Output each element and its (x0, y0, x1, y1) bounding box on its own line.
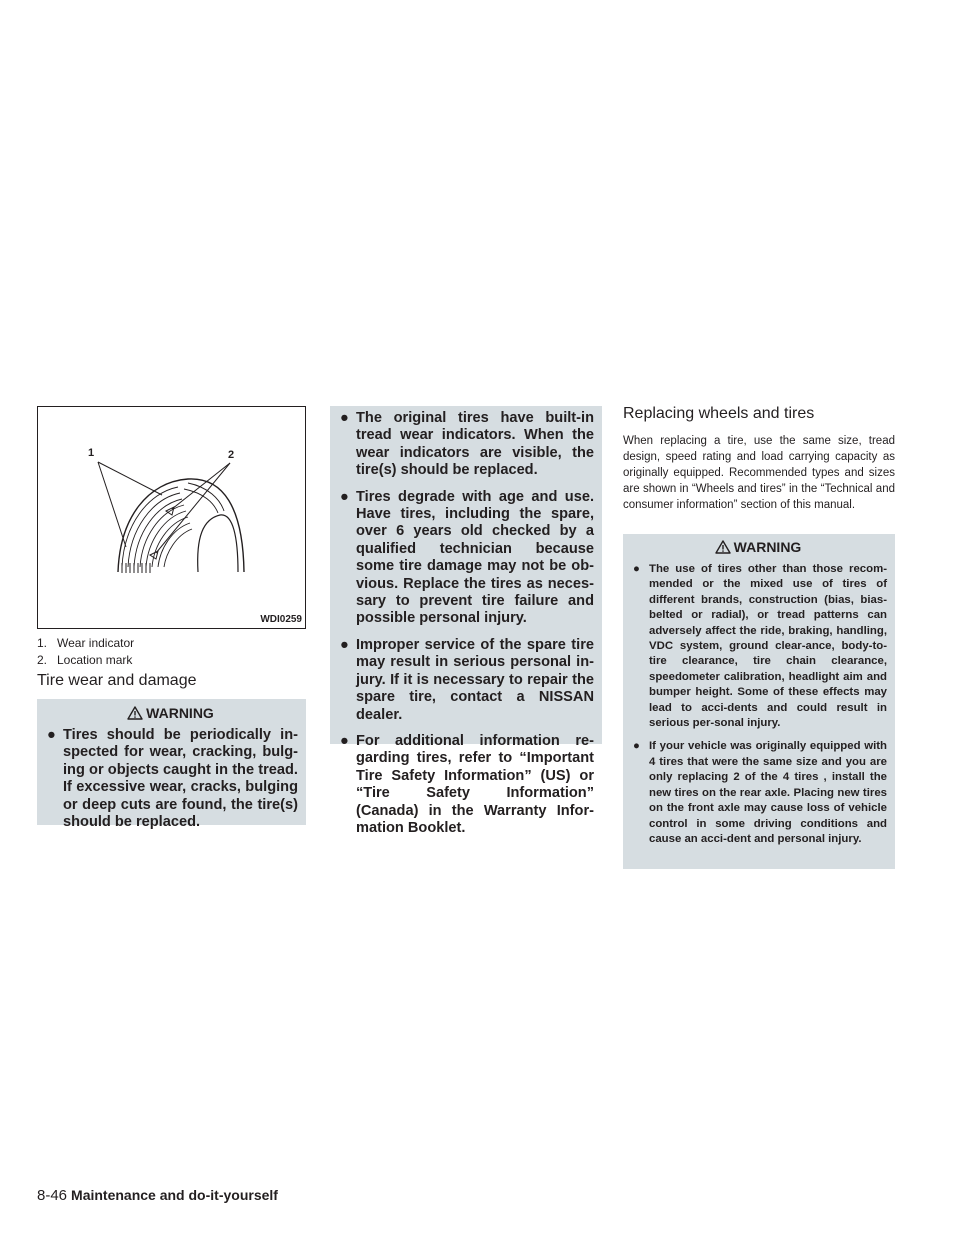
warning-label: WARNING (733, 539, 802, 555)
caption-number: 1. (37, 636, 48, 650)
warning-bullet-text: Tires should be periodically in-spected for wear, cracking, bulg-ing or objects caught in the tread. If excessive wear, cracks, bulging or deep cuts are found, the tire(s) should be replaced. (63, 727, 298, 831)
warning-box-replacing (623, 534, 895, 869)
replacing-paragraph: When replacing a tire, use the same size, tread design, speed rating and load carrying capacity as originally equipped. Recommended types and sizes are shown in “Wheels and tires” in the “Technical and consumer information” section of this manual. (623, 435, 895, 511)
warning-bullet-text: The original tires have built-in tread wear indicators. When the wear indicators are visible, the tire(s) should be replaced. (356, 410, 594, 479)
footer-section-title: Maintenance and do-it-yourself (71, 1187, 278, 1203)
bullet-dot: ● (340, 636, 349, 653)
warning-label: WARNING (146, 705, 214, 721)
page-footer (37, 1187, 278, 1204)
warning-box-tire-wear (37, 699, 306, 831)
page-number: 8-46 (37, 1187, 68, 1204)
bullet-dot: ● (340, 410, 349, 426)
caption-text: Location mark (57, 653, 133, 667)
warning-bullet (336, 410, 594, 480)
warning-bullet-text: For additional information re-garding tires, refer to “Important Tire Safety Information” (US) or “Tire Safety Information” (Canada) in the Warranty Infor-mation Booklet. (356, 732, 594, 836)
warning-header (629, 539, 887, 555)
warning-bullet (336, 637, 594, 724)
bullet-dot: ● (340, 488, 349, 505)
warning-bullet (629, 739, 887, 847)
bullet-dot: ● (633, 563, 640, 575)
figure-captions (37, 635, 307, 669)
warning-bullet (336, 733, 594, 837)
bullet-dot: ● (633, 740, 640, 753)
warning-bullet-text: Tires degrade with age and use. Have tires, including the spare, over 6 years old checked by a qualified technician because some tire damage may not be ob-vious. Replace the tires as neces-sary to prevent tire failure and possible personal injury. (356, 488, 594, 627)
bullet-dot: ● (47, 727, 56, 743)
warning-bullet-text: If your vehicle was originally equipped with 4 tires that were the same size and you are only replacing 2 of the 4 tires , install the new tires on the rear axle. Placing new tires on the front axle may cause loss of vehicle control in some driving conditions and cause an acci-dent and personal injury. (649, 740, 887, 845)
warning-header (43, 705, 298, 721)
section-title-tire-wear: Tire wear and damage (37, 672, 197, 689)
caption-item (37, 635, 307, 652)
warning-bullet (336, 489, 594, 628)
callout-1-label: 1 (88, 447, 95, 459)
warning-bullet-text: The use of tires other than those recom-mended or the mixed use of tires of different brands, construction (bias, bias-belted or radial), or tread patterns can adversely affect the ride, braking, handling, VDC system, ground clear-ance, body-to-tire clearance, tire chain clearance, speedometer calibration, headlight aim and bumper height. Some of these effects may lead to acci-dents and could result in serious per-sonal injury. (649, 563, 887, 730)
warning-bullet (629, 562, 887, 731)
tire-wear-figure (37, 406, 306, 629)
callout-2-label: 2 (228, 449, 235, 461)
warning-triangle-icon (715, 540, 731, 554)
bullet-dot: ● (340, 732, 349, 749)
figure-code: WDI0259 (260, 614, 302, 625)
warning-triangle-icon (127, 706, 143, 720)
warning-bullet (43, 727, 298, 831)
warning-bullet-text: Improper service of the spare tire may result in serious personal in-jury. If it is necessary to repair the spare tire, contact a NISSAN dealer. (356, 636, 594, 723)
warning-box-continued (330, 406, 602, 836)
caption-number: 2. (37, 653, 48, 667)
caption-text: Wear indicator (57, 636, 135, 650)
section-title-replacing: Replacing wheels and tires (623, 405, 815, 422)
caption-item (37, 652, 307, 669)
tire-illustration (38, 407, 305, 628)
